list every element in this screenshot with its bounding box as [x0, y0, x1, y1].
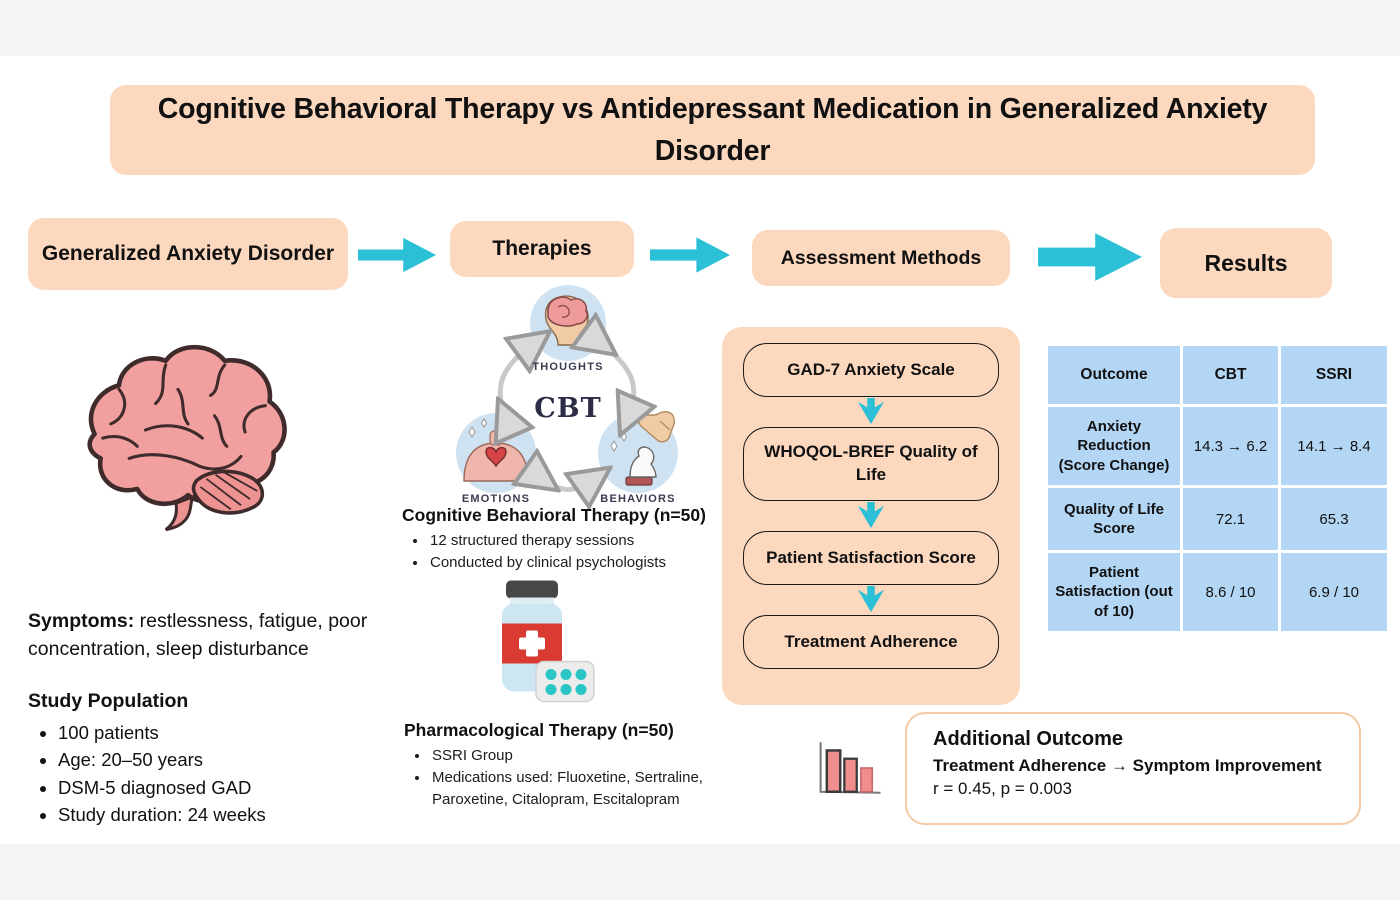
right-arrow-icon [358, 235, 436, 275]
results-table [1045, 343, 1390, 634]
results-header-outcome: Outcome [1048, 346, 1180, 404]
results-row-label: Anxiety Reduction (Score Change) [1048, 407, 1180, 485]
cycle-center-label: CBT [534, 393, 602, 424]
cbt-bullet: • 12 structured therapy sessions [428, 530, 732, 552]
down-arrow-icon [851, 398, 891, 426]
additional-outcome-box [905, 712, 1361, 825]
right-arrow-icon [1038, 231, 1142, 283]
results-header-ssri: SSRI [1281, 346, 1387, 404]
assessment-method-box: WHOQOL-BREF Quality of Life [743, 427, 999, 501]
study-population [28, 690, 368, 829]
symptoms-text [28, 607, 423, 664]
symptoms-label: Symptoms: [28, 610, 135, 632]
study-population-heading: Study Population [28, 690, 189, 712]
flow-step-therapies [450, 221, 634, 277]
flow-step-assessment [752, 230, 1010, 286]
results-cell: 65.3 [1281, 488, 1387, 550]
pharma-description [404, 720, 749, 810]
cycle-label-thoughts: THOUGHTS [532, 361, 604, 373]
results-header-cbt: CBT [1183, 346, 1278, 404]
results-row-label: Quality of Life Score [1048, 488, 1180, 550]
title-banner [110, 85, 1315, 175]
pharma-bullet: • SSRI Group [430, 745, 749, 767]
assessment-method-box: GAD-7 Anxiety Scale [743, 343, 999, 397]
cbt-cycle-diagram [446, 281, 690, 509]
additional-outcome-line1: Treatment Adherence → Symptom Improvement [933, 756, 1322, 775]
additional-outcome-heading: Additional Outcome [933, 728, 1123, 750]
flow-step-label: Therapies [492, 237, 592, 260]
brain-icon [58, 328, 302, 532]
medication-illustration [462, 576, 602, 712]
results-cell: 8.6 / 10 [1183, 553, 1278, 631]
table-row [1048, 407, 1387, 485]
results-cell: 72.1 [1183, 488, 1278, 550]
table-row [1048, 553, 1387, 631]
study-population-item: • Age: 20–50 years [58, 746, 368, 773]
flow-step-label: Results [1204, 249, 1288, 276]
study-population-item: • 100 patients [58, 719, 368, 746]
top-frame-bar [0, 0, 1400, 56]
cbt-bullet: • Conducted by clinical psychologists [428, 552, 732, 574]
brain-illustration [58, 328, 302, 532]
results-cell: 6.9 / 10 [1281, 553, 1387, 631]
additional-outcome-line2: r = 0.45, p = 0.003 [933, 779, 1072, 798]
study-population-item: • DSM-5 diagnosed GAD [58, 774, 368, 801]
flow-step-results [1160, 228, 1332, 298]
down-arrow-icon [851, 586, 891, 614]
bar-chart-icon [810, 736, 888, 800]
flow-step-label: Assessment Methods [780, 246, 982, 269]
flow-step-label: Generalized Anxiety Disorder [41, 242, 335, 265]
cbt-heading: Cognitive Behavioral Therapy (n=50) [402, 505, 706, 525]
assessment-method-box: Treatment Adherence [743, 615, 999, 669]
down-arrow-icon [851, 502, 891, 530]
study-population-item: • Study duration: 24 weeks [58, 801, 368, 828]
table-row [1048, 488, 1387, 550]
results-cell: 14.1 → 8.4 [1281, 407, 1387, 485]
right-arrow-icon [648, 235, 732, 275]
assessment-methods-panel [722, 327, 1020, 705]
flow-step-gad [28, 218, 348, 290]
pill-bottle-icon [462, 576, 602, 712]
results-row-label: Patient Satisfaction (out of 10) [1048, 553, 1180, 631]
results-table-header-row [1048, 346, 1387, 404]
pharma-bullet: • Medications used: Fluoxetine, Sertraline, Paroxetine, Citalopram, Escitalopram [430, 767, 749, 811]
symptoms-value: restlessness, fatigue, poor concentration, sleep disturbance [28, 610, 368, 661]
cycle-label-emotions: EMOTIONS [461, 493, 531, 505]
cbt-description [402, 505, 732, 574]
assessment-method-box: Patient Satisfaction Score [743, 531, 999, 585]
cycle-label-behaviors: BEHAVIORS [600, 493, 676, 505]
bottom-frame-bar [0, 844, 1400, 900]
results-cell: 14.3 → 6.2 [1183, 407, 1278, 485]
page-title: Cognitive Behavioral Therapy vs Antidepressant Medication in Generalized Anxiety Disorder [157, 92, 1268, 167]
pharma-heading: Pharmacological Therapy (n=50) [404, 720, 674, 740]
bar-chart-illustration [810, 736, 888, 800]
